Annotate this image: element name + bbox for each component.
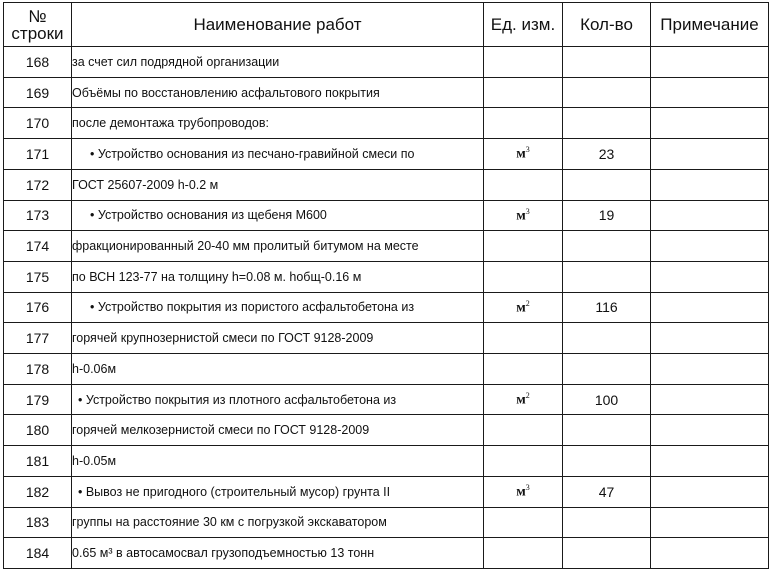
table-row <box>4 200 769 231</box>
unit-base: м <box>516 484 526 500</box>
unit-cell <box>484 507 563 538</box>
unit-cell <box>484 261 563 292</box>
row-number: 175 <box>4 261 72 292</box>
work-description: за счет сил подрядной организации <box>72 47 484 78</box>
header-row-number-symbol: № <box>28 6 47 26</box>
row-number: 178 <box>4 354 72 385</box>
unit-cell <box>484 139 563 170</box>
quantity-value: 100 <box>563 384 651 415</box>
quantity-value <box>563 507 651 538</box>
row-number: 181 <box>4 446 72 477</box>
quantity-value <box>563 446 651 477</box>
quantity-value <box>563 415 651 446</box>
work-description: • Устройство основания из песчано-гравийной смеси по <box>72 139 484 170</box>
unit-cell <box>484 169 563 200</box>
work-description: ГОСТ 25607-2009 h-0.2 м <box>72 169 484 200</box>
unit-cell <box>484 108 563 139</box>
header-work-name: Наименование работ <box>72 3 484 47</box>
note-cell <box>651 200 769 231</box>
work-description: по ВСН 123-77 на толщину h=0.08 м. hобщ-0.16 м <box>72 261 484 292</box>
unit-exponent: 3 <box>525 482 530 492</box>
table-row <box>4 261 769 292</box>
unit-cell <box>484 446 563 477</box>
quantity-value <box>563 231 651 262</box>
note-cell <box>651 139 769 170</box>
work-description: • Устройство покрытия из пористого асфальтобетона из <box>72 292 484 323</box>
unit-cell <box>484 200 563 231</box>
note-cell <box>651 47 769 78</box>
quantity-value <box>563 261 651 292</box>
work-description: • Устройство основания из щебеня М600 <box>72 200 484 231</box>
table-row <box>4 231 769 262</box>
table-row <box>4 384 769 415</box>
row-number: 179 <box>4 384 72 415</box>
table-row <box>4 108 769 139</box>
row-number: 169 <box>4 77 72 108</box>
unit-exponent: 2 <box>525 390 530 400</box>
work-description: h-0.05м <box>72 446 484 477</box>
unit-base: м <box>516 146 526 162</box>
table-row <box>4 169 769 200</box>
row-number: 180 <box>4 415 72 446</box>
unit-cell <box>484 538 563 569</box>
row-number: 170 <box>4 108 72 139</box>
works-table <box>3 2 769 569</box>
unit-cell <box>484 47 563 78</box>
work-description: после демонтажа трубопроводов: <box>72 108 484 139</box>
unit-cell <box>484 476 563 507</box>
unit-cell <box>484 354 563 385</box>
row-number: 172 <box>4 169 72 200</box>
quantity-value <box>563 323 651 354</box>
table-row <box>4 538 769 569</box>
row-number: 182 <box>4 476 72 507</box>
header-quantity: Кол-во <box>563 3 651 47</box>
table-row <box>4 292 769 323</box>
row-number: 173 <box>4 200 72 231</box>
header-row-number <box>4 3 72 47</box>
table-row <box>4 47 769 78</box>
work-description: горячей мелкозернистой смеси по ГОСТ 9128-2009 <box>72 415 484 446</box>
quantity-value: 116 <box>563 292 651 323</box>
row-number: 176 <box>4 292 72 323</box>
unit-cell <box>484 231 563 262</box>
row-number: 168 <box>4 47 72 78</box>
work-description: • Вывоз не пригодного (строительный мусор) грунта II <box>72 476 484 507</box>
quantity-value <box>563 108 651 139</box>
note-cell <box>651 108 769 139</box>
unit-cell <box>484 384 563 415</box>
table-row <box>4 446 769 477</box>
note-cell <box>651 231 769 262</box>
table-row <box>4 139 769 170</box>
table-row <box>4 77 769 108</box>
note-cell <box>651 354 769 385</box>
quantity-value: 19 <box>563 200 651 231</box>
note-cell <box>651 415 769 446</box>
quantity-value <box>563 354 651 385</box>
quantity-value <box>563 169 651 200</box>
note-cell <box>651 323 769 354</box>
note-cell <box>651 384 769 415</box>
row-number: 171 <box>4 139 72 170</box>
unit-cell <box>484 415 563 446</box>
quantity-value <box>563 538 651 569</box>
table-row <box>4 415 769 446</box>
unit-cell <box>484 77 563 108</box>
note-cell <box>651 169 769 200</box>
row-number: 177 <box>4 323 72 354</box>
row-number: 184 <box>4 538 72 569</box>
quantity-value: 47 <box>563 476 651 507</box>
work-description: фракционированный 20-40 мм пролитый битумом на месте <box>72 231 484 262</box>
header-row-number-label: строки <box>11 23 64 43</box>
quantity-value <box>563 77 651 108</box>
unit-base: м <box>516 208 526 224</box>
note-cell <box>651 507 769 538</box>
table-row <box>4 354 769 385</box>
table-row <box>4 323 769 354</box>
unit-exponent: 3 <box>525 145 530 155</box>
table-header-row <box>4 3 769 47</box>
unit-exponent: 3 <box>525 206 530 216</box>
unit-exponent: 2 <box>525 298 530 308</box>
header-unit: Ед. изм. <box>484 3 563 47</box>
work-description: 0.65 м³ в автосамосвал грузоподъемностью 13 тонн <box>72 538 484 569</box>
note-cell <box>651 261 769 292</box>
row-number: 183 <box>4 507 72 538</box>
note-cell <box>651 476 769 507</box>
unit-cell <box>484 292 563 323</box>
note-cell <box>651 538 769 569</box>
quantity-value: 23 <box>563 139 651 170</box>
work-description: Объёмы по восстановлению асфальтового покрытия <box>72 77 484 108</box>
header-note: Примечание <box>651 3 769 47</box>
note-cell <box>651 292 769 323</box>
work-description: • Устройство покрытия из плотного асфальтобетона из <box>72 384 484 415</box>
table-row <box>4 507 769 538</box>
work-description: горячей крупнозернистой смеси по ГОСТ 9128-2009 <box>72 323 484 354</box>
quantity-value <box>563 47 651 78</box>
note-cell <box>651 77 769 108</box>
table-body <box>4 47 769 569</box>
unit-base: м <box>516 300 526 316</box>
work-description: h-0.06м <box>72 354 484 385</box>
table-row <box>4 476 769 507</box>
row-number: 174 <box>4 231 72 262</box>
unit-base: м <box>516 392 526 408</box>
unit-cell <box>484 323 563 354</box>
work-description: группы на расстояние 30 км с погрузкой экскаватором <box>72 507 484 538</box>
note-cell <box>651 446 769 477</box>
